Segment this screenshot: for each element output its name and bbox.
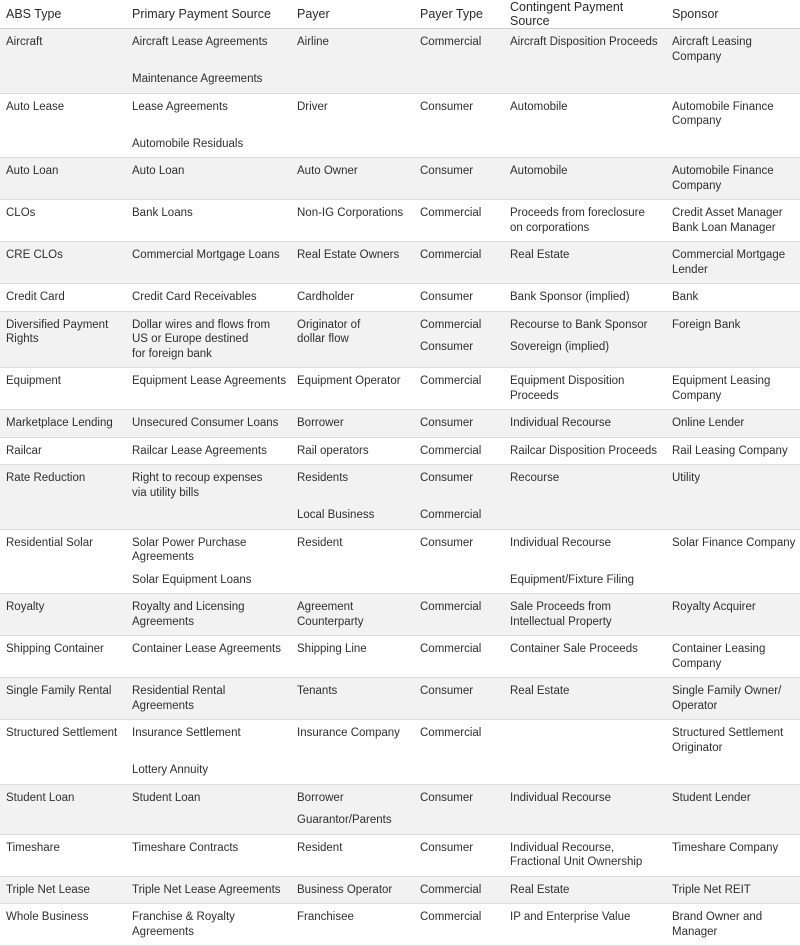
cell-text: Real Estate <box>510 883 570 896</box>
payer-type-cell <box>414 636 504 678</box>
cell-text: Commercial <box>420 444 482 457</box>
abs-type-cell <box>0 200 126 242</box>
abs-type-cell <box>0 29 126 94</box>
payer-type-cell <box>414 678 504 720</box>
payer-cell <box>291 311 414 368</box>
cell-text: Rail Leasing Company <box>672 444 788 457</box>
cell-text: Proceeds from foreclosure on corporations <box>510 207 645 234</box>
cell-text: Consumer <box>420 417 474 429</box>
cell-text: Timeshare Company <box>672 841 779 854</box>
payer-cell <box>291 437 414 465</box>
cell-text: Equipment Disposition Proceeds <box>510 375 625 402</box>
payer-type-cell <box>414 93 504 158</box>
abs-type-cell <box>0 158 126 200</box>
payer-cell <box>291 158 414 200</box>
cell-text: Individual Recourse <box>510 536 612 549</box>
contingent-payment-source-cell <box>504 410 666 438</box>
payer-cell <box>291 876 414 904</box>
contingent-payment-source-cell <box>504 720 666 785</box>
sponsor-cell <box>666 678 800 720</box>
table-row <box>0 29 800 94</box>
primary-payment-source-cell <box>126 834 291 876</box>
sponsor-cell <box>666 242 800 284</box>
abs-type-cell <box>0 368 126 410</box>
payer-cell <box>291 242 414 284</box>
table-row <box>0 529 800 594</box>
cell-text: Timeshare <box>6 841 60 854</box>
abs-type-cell <box>0 93 126 158</box>
cell-text: Business Operator <box>297 883 393 896</box>
cell-text: Shipping Line <box>297 643 367 655</box>
cell-text: Timeshare Contracts <box>132 841 239 854</box>
cell-text: Triple Net Lease <box>6 883 90 896</box>
payer-cell <box>291 594 414 636</box>
cell-text: Foreign Bank <box>672 318 741 331</box>
cell-text: Right to recoup expenses via utility bills <box>132 472 263 499</box>
cell-text: Railcar Disposition Proceeds <box>510 444 658 457</box>
contingent-payment-source-cell <box>504 29 666 94</box>
abs-type-cell <box>0 311 126 368</box>
primary-payment-source-cell <box>126 720 291 785</box>
cell-text: Resident <box>297 536 343 549</box>
cell-text: Automobile <box>510 165 568 177</box>
abs-type-cell <box>0 636 126 678</box>
payer-type-cell <box>414 529 504 594</box>
primary-payment-source-cell <box>126 904 291 946</box>
cell-text: IP and Enterprise Value <box>510 911 631 923</box>
abs-type-cell <box>0 678 126 720</box>
cell-text: Auto Loan <box>6 165 59 177</box>
cell-text: Credit Card <box>6 291 65 303</box>
cell-text: Credit Asset Manager Bank Loan Manager <box>672 207 783 234</box>
table-row <box>0 904 800 946</box>
payer-type-cell <box>414 904 504 946</box>
cell-text: Individual Recourse <box>510 417 612 429</box>
cell-text: Structured Settlement Originator <box>672 727 784 754</box>
abs-type-cell <box>0 904 126 946</box>
cell-text: Commercial <box>420 911 482 923</box>
primary-payment-source-cell <box>126 529 291 594</box>
cell-text: Single Family Rental <box>6 685 112 697</box>
cell-text: Triple Net Lease Agreements <box>132 883 281 896</box>
cell-text: Commercial <box>420 249 482 261</box>
abs-type-cell <box>0 876 126 904</box>
contingent-payment-source-cell <box>504 784 666 834</box>
primary-payment-source-cell <box>126 93 291 158</box>
cell-text: Utility <box>672 472 701 484</box>
table-body <box>0 29 800 946</box>
cell-text: Automobile Residuals <box>132 137 244 150</box>
abs-type-cell <box>0 242 126 284</box>
cell-text: Auto Lease <box>6 100 65 113</box>
cell-text: Commercial Mortgage Lender <box>672 249 786 276</box>
cell-text: Royalty and Licensing Agreements <box>132 601 245 628</box>
cell-text: Shipping Container <box>6 643 104 655</box>
abs-type-cell <box>0 529 126 594</box>
contingent-payment-source-cell <box>504 311 666 368</box>
cell-text: Residents <box>297 472 349 484</box>
cell-text: Student Lender <box>672 791 751 804</box>
payer-type-cell <box>414 200 504 242</box>
header-row <box>0 0 800 29</box>
payer-type-cell <box>414 465 504 530</box>
sponsor-cell <box>666 636 800 678</box>
cell-text: Borrower <box>297 417 344 429</box>
contingent-payment-source-cell <box>504 368 666 410</box>
payer-type-cell <box>414 284 504 312</box>
payer-type-cell <box>414 410 504 438</box>
table-row <box>0 784 800 834</box>
cell-text: Commercial <box>420 643 482 655</box>
contingent-payment-source-cell <box>504 594 666 636</box>
cell-text: Consumer <box>420 685 474 697</box>
cell-text: Residential Solar <box>6 536 93 549</box>
sponsor-cell <box>666 720 800 785</box>
contingent-payment-source-cell <box>504 834 666 876</box>
cell-text: Commercial <box>420 36 482 48</box>
payer-cell <box>291 636 414 678</box>
cell-text: Residential Rental Agreements <box>132 685 226 712</box>
cell-text: Insurance Settlement <box>132 727 241 739</box>
cell-text: Aircraft Leasing Company <box>672 36 752 63</box>
table-row <box>0 410 800 438</box>
primary-payment-source-cell <box>126 784 291 834</box>
payer-type-cell <box>414 594 504 636</box>
cell-text: Recourse to Bank Sponsor <box>510 318 648 331</box>
cell-text: Commercial <box>420 207 482 219</box>
sponsor-cell <box>666 437 800 465</box>
payer-cell <box>291 368 414 410</box>
cell-text: Bank <box>672 291 699 303</box>
cell-text: Individual Recourse, Fractional Unit Ownership <box>510 841 643 868</box>
table-header <box>0 0 800 29</box>
cell-text: Resident <box>297 841 343 854</box>
abs-type-cell <box>0 410 126 438</box>
cell-text: Sale Proceeds from Intellectual Property <box>510 601 612 628</box>
header-sponsor: Sponsor <box>666 0 800 29</box>
cell-text: Triple Net REIT <box>672 883 751 896</box>
abs-type-cell <box>0 720 126 785</box>
sponsor-cell <box>666 284 800 312</box>
cell-text: Lottery Annuity <box>132 764 209 776</box>
abs-type-cell <box>0 784 126 834</box>
cell-text: Consumer <box>420 536 474 549</box>
table-row <box>0 158 800 200</box>
payer-cell <box>291 465 414 530</box>
cell-text: Solar Finance Company <box>672 536 796 549</box>
header-contingent-payment-source: Contingent Payment Source <box>504 0 666 29</box>
payer-type-cell <box>414 834 504 876</box>
cell-text: Credit Card Receivables <box>132 291 257 303</box>
cell-text: Maintenance Agreements <box>132 73 263 85</box>
cell-text: Commercial <box>420 727 482 739</box>
cell-text: Unsecured Consumer Loans <box>132 417 279 429</box>
cell-text: Sovereign (implied) <box>510 341 610 353</box>
sponsor-cell <box>666 29 800 94</box>
cell-text: Driver <box>297 100 328 113</box>
primary-payment-source-cell <box>126 368 291 410</box>
cell-text: Container Leasing Company <box>672 643 766 670</box>
primary-payment-source-cell <box>126 678 291 720</box>
contingent-payment-source-cell <box>504 242 666 284</box>
payer-cell <box>291 678 414 720</box>
cell-text: Consumer <box>420 841 474 854</box>
primary-payment-source-cell <box>126 311 291 368</box>
payer-type-cell <box>414 242 504 284</box>
header-payer-type: Payer Type <box>414 0 504 29</box>
sponsor-cell <box>666 410 800 438</box>
sponsor-cell <box>666 158 800 200</box>
cell-text: Airline <box>297 36 329 48</box>
payer-cell <box>291 410 414 438</box>
sponsor-cell <box>666 529 800 594</box>
contingent-payment-source-cell <box>504 636 666 678</box>
cell-text: Real Estate <box>510 249 570 261</box>
cell-text: Aircraft Disposition Proceeds <box>510 36 658 48</box>
cell-text: Equipment Operator <box>297 375 401 387</box>
table-row <box>0 594 800 636</box>
cell-text: Consumer <box>420 472 474 484</box>
cell-text: Container Sale Proceeds <box>510 643 638 655</box>
table-row <box>0 636 800 678</box>
cell-text: Consumer <box>420 791 474 804</box>
table-row <box>0 437 800 465</box>
payer-type-cell <box>414 368 504 410</box>
cell-text: Student Loan <box>132 791 201 804</box>
sponsor-cell <box>666 834 800 876</box>
primary-payment-source-cell <box>126 29 291 94</box>
cell-text: Consumer <box>420 341 474 353</box>
cell-text: Solar Power Purchase Agreements <box>132 536 247 563</box>
cell-text: Automobile <box>510 100 568 113</box>
sponsor-cell <box>666 311 800 368</box>
table-row <box>0 368 800 410</box>
abs-type-cell <box>0 284 126 312</box>
cell-text: Equipment Leasing Company <box>672 375 771 402</box>
primary-payment-source-cell <box>126 158 291 200</box>
sponsor-cell <box>666 876 800 904</box>
contingent-payment-source-cell <box>504 200 666 242</box>
cell-text: Equipment <box>6 375 61 387</box>
payer-type-cell <box>414 29 504 94</box>
payer-cell <box>291 529 414 594</box>
sponsor-cell <box>666 594 800 636</box>
cell-text: Consumer <box>420 291 474 303</box>
sponsor-cell <box>666 784 800 834</box>
cell-text: Bank Loans <box>132 207 193 219</box>
cell-text: Insurance Company <box>297 727 400 739</box>
cell-text: Railcar <box>6 444 42 457</box>
cell-text: Franchisee <box>297 911 354 923</box>
cell-text: Auto Owner <box>297 165 358 177</box>
cell-text: Equipment/Fixture Filing <box>510 573 634 586</box>
cell-text: CRE CLOs <box>6 249 63 261</box>
payer-cell <box>291 284 414 312</box>
cell-text: Franchise & Royalty Agreements <box>132 911 235 938</box>
payer-cell <box>291 29 414 94</box>
cell-text: Recourse <box>510 472 560 484</box>
cell-text: Commercial <box>420 601 482 613</box>
cell-text: Automobile Finance Company <box>672 100 774 127</box>
cell-text: Automobile Finance Company <box>672 165 774 192</box>
sponsor-cell <box>666 93 800 158</box>
payer-cell <box>291 200 414 242</box>
payer-cell <box>291 904 414 946</box>
cell-text: Originator of dollar flow <box>297 318 361 345</box>
contingent-payment-source-cell <box>504 678 666 720</box>
cell-text: Borrower <box>297 791 344 804</box>
payer-type-cell <box>414 158 504 200</box>
abs-type-cell <box>0 437 126 465</box>
cell-text: Tenants <box>297 685 338 697</box>
cell-text: Dollar wires and flows from US or Europe destined for foreign bank <box>132 318 271 360</box>
contingent-payment-source-cell <box>504 284 666 312</box>
cell-text: Consumer <box>420 165 474 177</box>
table-row <box>0 284 800 312</box>
contingent-payment-source-cell <box>504 437 666 465</box>
header-payer: Payer <box>291 0 414 29</box>
cell-text: Non-IG Corporations <box>297 207 404 219</box>
cell-text: CLOs <box>6 207 36 219</box>
cell-text: Aircraft Lease Agreements <box>132 36 268 48</box>
cell-text: Real Estate <box>510 685 570 697</box>
cell-text: Individual Recourse <box>510 791 612 804</box>
contingent-payment-source-cell <box>504 904 666 946</box>
cell-text: Student Loan <box>6 791 75 804</box>
cell-text: Brand Owner and Manager <box>672 911 763 938</box>
payer-cell <box>291 784 414 834</box>
cell-text: Royalty Acquirer <box>672 601 756 613</box>
contingent-payment-source-cell <box>504 876 666 904</box>
table-row <box>0 93 800 158</box>
contingent-payment-source-cell <box>504 529 666 594</box>
primary-payment-source-cell <box>126 876 291 904</box>
abs-type-cell <box>0 834 126 876</box>
primary-payment-source-cell <box>126 636 291 678</box>
cell-text: Cardholder <box>297 291 354 303</box>
cell-text: Commercial <box>420 883 482 896</box>
cell-text: Commercial <box>420 318 482 331</box>
cell-text: Online Lender <box>672 417 745 429</box>
table-row <box>0 678 800 720</box>
abs-type-cell <box>0 594 126 636</box>
primary-payment-source-cell <box>126 410 291 438</box>
cell-text: Marketplace Lending <box>6 417 113 429</box>
cell-text: Container Lease Agreements <box>132 643 281 655</box>
header-abs-type: ABS Type <box>0 0 126 29</box>
cell-text: Rate Reduction <box>6 472 86 484</box>
payer-cell <box>291 93 414 158</box>
contingent-payment-source-cell <box>504 158 666 200</box>
cell-text: Commercial <box>420 509 482 521</box>
sponsor-cell <box>666 465 800 530</box>
cell-text: Commercial Mortgage Loans <box>132 249 280 261</box>
payer-cell <box>291 834 414 876</box>
primary-payment-source-cell <box>126 437 291 465</box>
cell-text: Bank Sponsor (implied) <box>510 291 630 303</box>
header-primary-payment-source: Primary Payment Source <box>126 0 291 29</box>
abs-type-cell <box>0 465 126 530</box>
table-row <box>0 200 800 242</box>
cell-text: Agreement Counterparty <box>297 601 364 628</box>
cell-text: Commercial <box>420 375 482 387</box>
table-row <box>0 242 800 284</box>
primary-payment-source-cell <box>126 284 291 312</box>
payer-type-cell <box>414 311 504 368</box>
cell-text: Diversified Payment Rights <box>6 318 109 345</box>
cell-text: Local Business <box>297 509 375 521</box>
contingent-payment-source-cell <box>504 93 666 158</box>
table-row <box>0 834 800 876</box>
cell-text: Royalty <box>6 601 45 613</box>
cell-text: Structured Settlement <box>6 727 118 739</box>
table-row <box>0 311 800 368</box>
table-row <box>0 465 800 530</box>
primary-payment-source-cell <box>126 465 291 530</box>
contingent-payment-source-cell <box>504 465 666 530</box>
sponsor-cell <box>666 904 800 946</box>
cell-text: Lease Agreements <box>132 100 228 113</box>
primary-payment-source-cell <box>126 242 291 284</box>
cell-text: Auto Loan <box>132 165 185 177</box>
primary-payment-source-cell <box>126 200 291 242</box>
table-row <box>0 720 800 785</box>
cell-text: Real Estate Owners <box>297 249 400 261</box>
cell-text: Single Family Owner/ Operator <box>672 685 782 712</box>
cell-text: Railcar Lease Agreements <box>132 444 267 457</box>
cell-text: Solar Equipment Loans <box>132 573 252 586</box>
payer-type-cell <box>414 784 504 834</box>
cell-text: Rail operators <box>297 444 369 457</box>
payer-type-cell <box>414 876 504 904</box>
table-row <box>0 876 800 904</box>
cell-text: Consumer <box>420 100 474 113</box>
sponsor-cell <box>666 200 800 242</box>
payer-type-cell <box>414 720 504 785</box>
cell-text: Aircraft <box>6 36 43 48</box>
payer-type-cell <box>414 437 504 465</box>
sponsor-cell <box>666 368 800 410</box>
cell-text: Whole Business <box>6 911 89 923</box>
cell-text: Equipment Lease Agreements <box>132 375 287 387</box>
primary-payment-source-cell <box>126 594 291 636</box>
cell-text: Guarantor/Parents <box>297 814 392 826</box>
payer-cell <box>291 720 414 785</box>
